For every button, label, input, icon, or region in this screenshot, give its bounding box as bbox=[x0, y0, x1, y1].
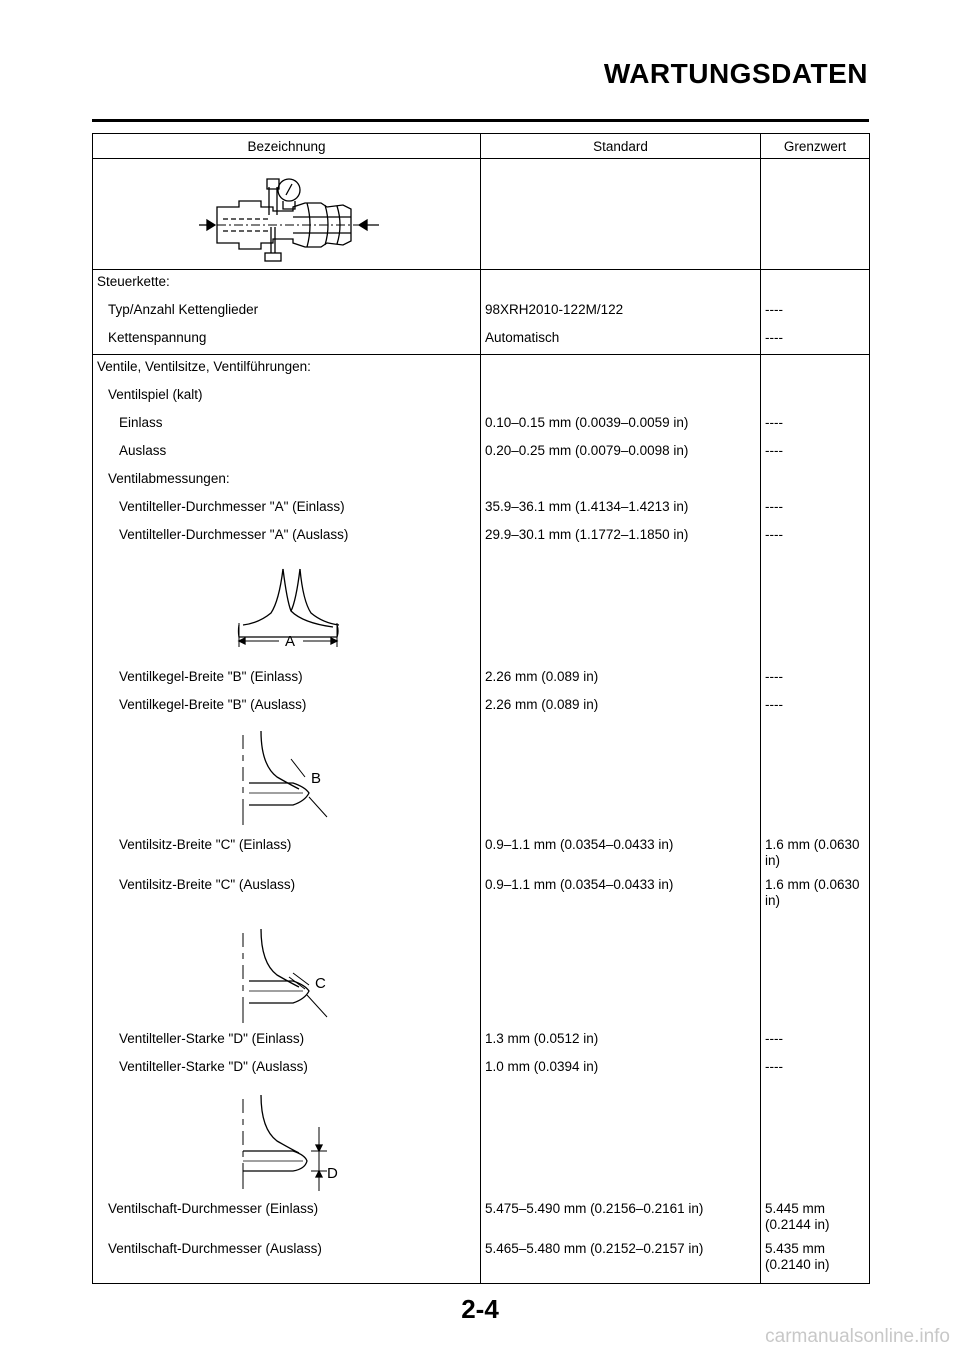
figure-label-a: A bbox=[284, 633, 296, 650]
standard-value: 1.0 mm (0.0394 in) bbox=[481, 1055, 761, 1083]
row-label: Ventilkegel-Breite "B" (Einlass) bbox=[93, 665, 481, 693]
row-label: Ventilspiel (kalt) bbox=[93, 383, 481, 411]
standard-value: 0.9–1.1 mm (0.0354–0.0433 in) bbox=[481, 873, 761, 913]
limit-value: ---- bbox=[761, 298, 870, 326]
row-label: Ventilsitz-Breite "C" (Auslass) bbox=[93, 873, 481, 913]
watermark: carmanualsonline.info bbox=[765, 1326, 950, 1347]
row-label: Kettenspannung bbox=[93, 326, 481, 355]
title-rule bbox=[92, 119, 869, 122]
limit-value: ---- bbox=[761, 665, 870, 693]
row-label: Auslass bbox=[93, 439, 481, 467]
standard-value: 5.475–5.490 mm (0.2156–0.2161 in) bbox=[481, 1197, 761, 1237]
row-label: Steuerkette: bbox=[93, 270, 481, 299]
limit-value: ---- bbox=[761, 439, 870, 467]
table-group-steuerkette bbox=[93, 270, 870, 355]
row-label: Ventilschaft-Durchmesser (Einlass) bbox=[93, 1197, 481, 1237]
figure-label-c: C bbox=[315, 975, 326, 992]
table-row bbox=[93, 439, 870, 467]
limit-value: ---- bbox=[761, 693, 870, 721]
standard-value: 2.26 mm (0.089 in) bbox=[481, 665, 761, 693]
limit-value: ---- bbox=[761, 523, 870, 551]
table-group-camshaft bbox=[93, 159, 870, 270]
limit-value: 5.445 mm (0.2144 in) bbox=[761, 1197, 870, 1237]
row-label: Ventilschaft-Durchmesser (Auslass) bbox=[93, 1237, 481, 1284]
standard-value: 29.9–30.1 mm (1.1772–1.1850 in) bbox=[481, 523, 761, 551]
limit-value: ---- bbox=[761, 1027, 870, 1055]
row-label: Ventilkegel-Breite "B" (Auslass) bbox=[93, 693, 481, 721]
figure-label-b: B bbox=[311, 770, 322, 787]
figure-cell bbox=[93, 551, 481, 665]
table-group-ventile bbox=[93, 355, 870, 1284]
column-header-standard: Standard bbox=[481, 134, 761, 159]
row-label: Einlass bbox=[93, 411, 481, 439]
limit-value: 5.435 mm (0.2140 in) bbox=[761, 1237, 870, 1284]
row-label: Typ/Anzahl Kettenglieder bbox=[93, 298, 481, 326]
limit-value: ---- bbox=[761, 1055, 870, 1083]
row-label: Ventilteller-Starke "D" (Auslass) bbox=[93, 1055, 481, 1083]
table-row bbox=[93, 1055, 870, 1083]
column-header-grenzwert: Grenzwert bbox=[761, 134, 870, 159]
standard-value: 35.9–36.1 mm (1.4134–1.4213 in) bbox=[481, 495, 761, 523]
table-row bbox=[93, 693, 870, 721]
limit-value: ---- bbox=[761, 326, 870, 355]
valve-diameter-a-figure bbox=[93, 551, 481, 665]
figure-label-d: D bbox=[327, 1165, 338, 1182]
standard-value: 0.20–0.25 mm (0.0079–0.0098 in) bbox=[481, 439, 761, 467]
table-row bbox=[93, 1197, 870, 1237]
row-label: Ventilteller-Durchmesser "A" (Auslass) bbox=[93, 523, 481, 551]
row-label: Ventilabmessungen: bbox=[93, 467, 481, 495]
standard-value: 98XRH2010-122M/122 bbox=[481, 298, 761, 326]
spec-table bbox=[92, 133, 870, 1284]
standard-value: Automatisch bbox=[481, 326, 761, 355]
table-row bbox=[93, 833, 870, 873]
page-number: 2-4 bbox=[461, 1294, 499, 1324]
table-row bbox=[93, 326, 870, 355]
table-row bbox=[93, 665, 870, 693]
valve-face-width-b-figure bbox=[93, 721, 481, 833]
column-header-bezeichnung: Bezeichnung bbox=[93, 134, 481, 159]
table-row bbox=[93, 411, 870, 439]
standard-value: 0.10–0.15 mm (0.0039–0.0059 in) bbox=[481, 411, 761, 439]
table-row bbox=[93, 1237, 870, 1284]
table-row bbox=[93, 1027, 870, 1055]
standard-value: 5.465–5.480 mm (0.2152–0.2157 in) bbox=[481, 1237, 761, 1284]
row-label: Ventilteller-Starke "D" (Einlass) bbox=[93, 1027, 481, 1055]
row-label: Ventilteller-Durchmesser "A" (Einlass) bbox=[93, 495, 481, 523]
table-row bbox=[93, 383, 870, 411]
standard-value: 1.3 mm (0.0512 in) bbox=[481, 1027, 761, 1055]
table-row bbox=[93, 873, 870, 913]
limit-value: 1.6 mm (0.0630 in) bbox=[761, 833, 870, 873]
figure-cell bbox=[93, 721, 481, 833]
row-label: Ventilsitz-Breite "C" (Einlass) bbox=[93, 833, 481, 873]
table-row bbox=[93, 495, 870, 523]
standard-value: 0.9–1.1 mm (0.0354–0.0433 in) bbox=[481, 833, 761, 873]
row-label: Ventile, Ventilsitze, Ventilführungen: bbox=[93, 355, 481, 384]
table-row bbox=[93, 355, 870, 384]
valve-seat-width-c-figure bbox=[93, 913, 481, 1027]
limit-value: ---- bbox=[761, 411, 870, 439]
table-row bbox=[93, 298, 870, 326]
table-row bbox=[93, 467, 870, 495]
table-row bbox=[93, 523, 870, 551]
figure-cell bbox=[93, 159, 481, 270]
limit-value: ---- bbox=[761, 495, 870, 523]
camshaft-dial-gauge-figure bbox=[93, 159, 481, 269]
page-title: WARTUNGSDATEN bbox=[603, 58, 868, 89]
figure-cell bbox=[93, 913, 481, 1027]
table-row bbox=[93, 270, 870, 299]
limit-value: 1.6 mm (0.0630 in) bbox=[761, 873, 870, 913]
figure-cell bbox=[93, 1083, 481, 1197]
standard-value: 2.26 mm (0.089 in) bbox=[481, 693, 761, 721]
valve-margin-thickness-d-figure bbox=[93, 1083, 481, 1197]
